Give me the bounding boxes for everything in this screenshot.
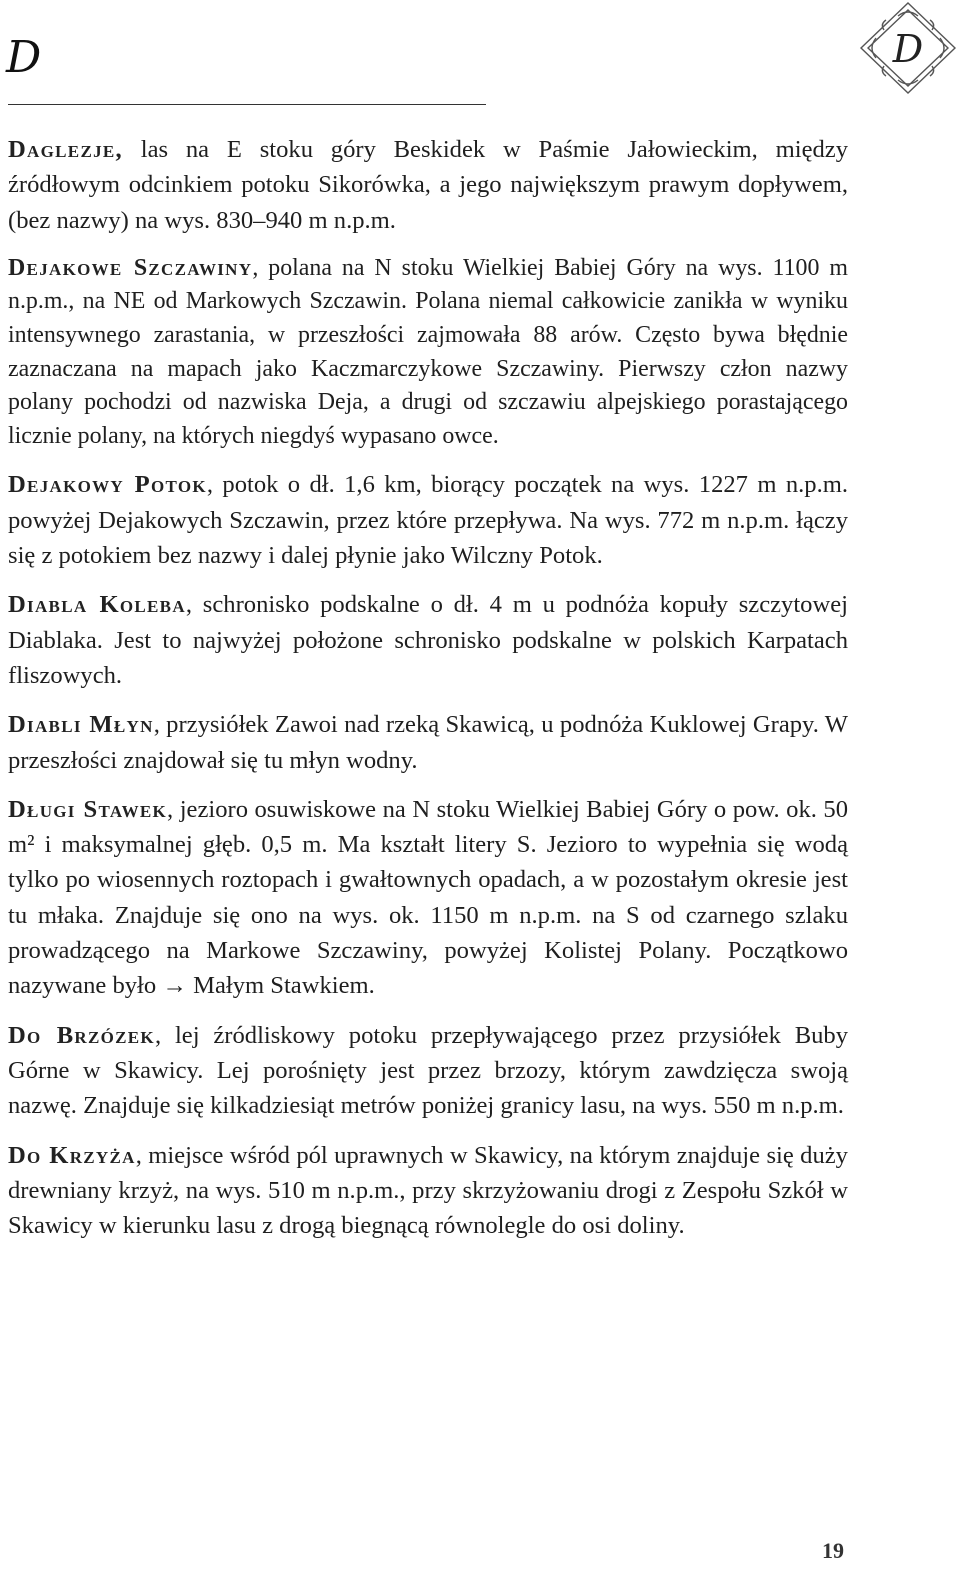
entry-text: , przysiółek Zawoi nad rzeką Skawicą, u podnóża Kuklowej Grapy. W przeszłości znajdował się tu młyn wodny. bbox=[8, 711, 848, 774]
entry-dlugi-stawek bbox=[8, 792, 848, 1004]
entry-term: Daglezje, bbox=[8, 136, 123, 163]
dictionary-entries bbox=[8, 132, 848, 1257]
entry-term: Dejakowe Szczawiny bbox=[8, 254, 253, 281]
entry-term: Diabli Młyn bbox=[8, 711, 154, 739]
entry-text: , polana na N stoku Wielkiej Babiej Góry na wys. 1100 m n.p.m., na NE od Markowych Szczawin. Polana niemal całkowicie zanikła w wyniku intensywnego zarastania, w przeszłości zajmowała 88 arów. Często bywa błędnie zaznaczana na mapach jako Kaczmarczykowe Szczawiny. Pierwszy człon nazwy polany pochodzi od nazwiska Deja, a drugi od szczawiu alpejskiego porastającego licznie polany, na których niegdyś wypasano owce. bbox=[8, 254, 848, 449]
entry-dejakowy-potok bbox=[8, 467, 848, 573]
section-letter: D bbox=[6, 32, 42, 83]
entry-dejakowe-szczawiny bbox=[8, 252, 848, 454]
entry-daglezje bbox=[8, 132, 848, 238]
entry-text: , jezioro osuwiskowe na N stoku Wielkiej Babiej Góry o pow. ok. 50 m² i maksymalnej głęb. 0,5 m. Ma kształt litery S. Jezioro to wypełnia się wodą tylko po wiosennych roztopach i gwałtownych opadach, a w pozostałym okresie jest tu młaka. Znajduje się ono na wys. ok. 1150 m n.p.m. na S od czarnego szlaku prowadzącego na Markowe Szczawiny, powyżej Kolistej Polany. Początkowo nazywane było → Małym Stawkiem. bbox=[8, 795, 848, 1000]
entry-do-krzyza bbox=[8, 1138, 848, 1244]
entry-term: Diabla Koleba bbox=[8, 591, 186, 619]
entry-text: , schronisko podskalne o dł. 4 m u podnóża kopuły szczytowej Diablaka. Jest to najwyżej położone schronisko podskalne w polskich Karpatach fliszowych. bbox=[8, 591, 848, 689]
entry-text: , potok o dł. 1,6 km, biorący początek na wys. 1227 m n.p.m. powyżej Dejakowych Szczawin, przez które przepływa. Na wys. 772 m n.p.m. łączy się z potokiem bez nazwy i dalej płynie jako Wilczny Potok. bbox=[8, 471, 848, 570]
entry-do-brzozek bbox=[8, 1018, 848, 1124]
diamond-ornament-icon bbox=[858, 0, 958, 96]
entry-diabli-mlyn bbox=[8, 707, 848, 778]
entry-term: Długi Stawek bbox=[8, 795, 168, 823]
header-rule bbox=[8, 104, 486, 105]
entry-text: , miejsce wśród pól uprawnych w Skawicy, na którym znajduje się duży drewniany krzyż, na wys. 510 m n.p.m., przy skrzyżowaniu drogi z Zespołu Szkół w Skawicy w kierunku lasu z drogą biegnącą równolegle do osi doliny. bbox=[8, 1141, 848, 1240]
entry-term: Do Brzózek bbox=[8, 1021, 155, 1049]
entry-text: , lej źródliskowy potoku przepływającego przez przysiółek Buby Górne w Skawicy. Lej porośnięty jest przez brzozy, którym zawdzięcza swoją nazwę. Znajduje się kilkadziesiąt metrów poniżej granicy lasu, na wys. 550 m n.p.m. bbox=[8, 1021, 848, 1120]
entry-text: las na E stoku góry Beskidek w Paśmie Jałowieckim, między źródłowym odcinkiem potoku Sikorówka, a jego największym prawym dopływem, (bez nazwy) na wys. 830–940 m n.p.m. bbox=[8, 136, 848, 234]
entry-term: Do Krzyża bbox=[8, 1141, 136, 1169]
ornament-letter: D bbox=[892, 27, 924, 71]
page-number: 19 bbox=[822, 1538, 844, 1563]
entry-term: Dejakowy Potok bbox=[8, 471, 207, 499]
entry-diabla-koleba bbox=[8, 587, 848, 693]
